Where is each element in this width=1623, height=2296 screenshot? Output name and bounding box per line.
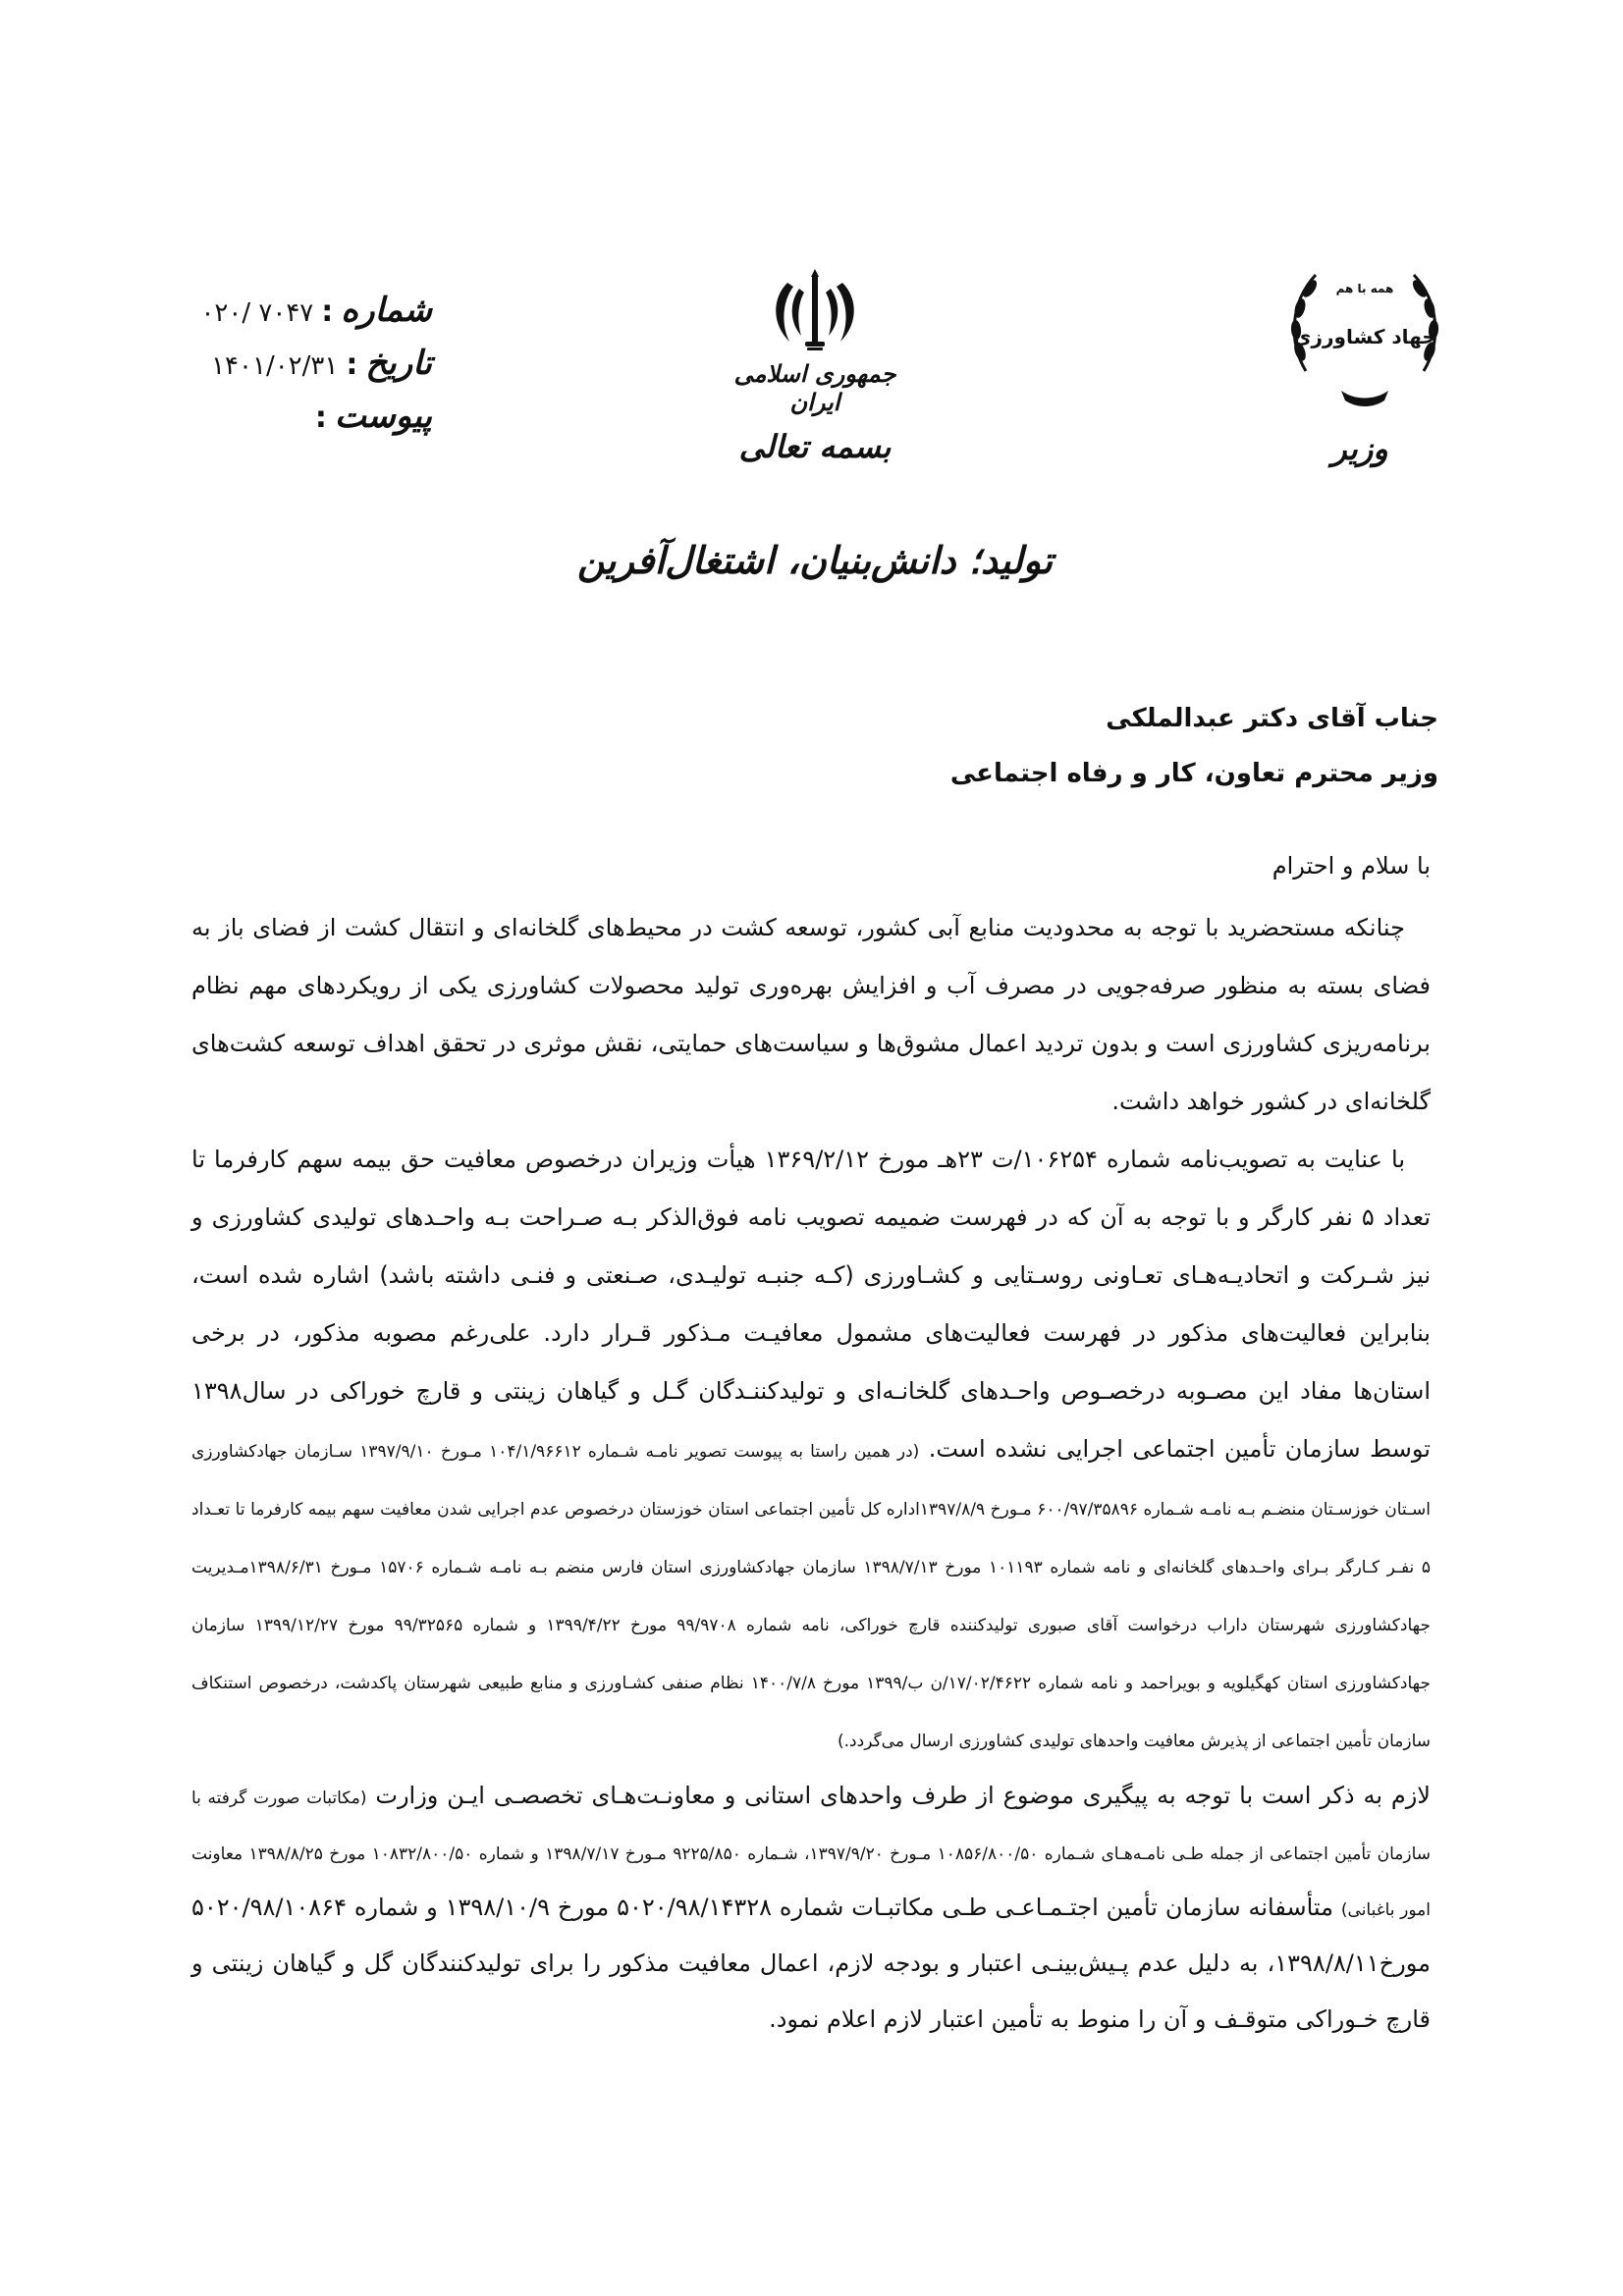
letter-body — [191, 838, 1431, 2048]
paragraph-2-note: (در همین راستا به پیوست تصویر نامـه شـماره ۱۰۴/۱/۹۶۶۱۲ مـورخ ۱۳۹۷/۹/۱۰ سـازمان جهادکشاورزی اسـتان خوزسـتان منضـم بـه نامـه شـماره ۶۰۰/۹۷/۳۵۸۹۶ مـورخ ۱۳۹۷/۸/۹اداره کل تأمین اجتماعی استان خوزستان درخصوص عدم اجرایی شدن معافیت سهم بیمه کارفرما تا تعـداد ۵ نفـر کـارگر بـرای واحـدهای گلخانه‌ای و نامه شماره ۱۰۱۱۹۳ مورخ ۱۳۹۸/۷/۱۳ سازمان جهادکشاورزی استان فارس منضم بـه نامـه شـماره ۱۵۷۰۶ مـورخ ۱۳۹۸/۶/۳۱مـدیریت جهادکشاورزی شهرستان داراب درخواست آقای صبوری تولیدکننده قارچ خوراکی، نامه شماره ۹۹/۹۷۰۸ مورخ ۱۳۹۹/۴/۲۲ و شماره ۹۹/۳۲۵۶۵ مورخ ۱۳۹۹/۱۲/۲۷ سازمان جهادکشاورزی استان کهگیلویه و بویراحمد و نامه شماره ۱۷/۰۲/۴۶۲۲/ن ب/۱۳۹۹ مورخ ۱۴۰۰/۷/۸ نظام صنفی کشـاورزی و منابع طبیعی شهرستان پاکدشت، درخصوص استنکاف سازمان تأمین اجتماعی از پذیرش معافیت واحدهای تولیدی کشاورزی ارسال می‌گردد.) — [191, 1442, 1432, 1751]
date-label: تاریخ — [365, 344, 432, 383]
paragraph-3-note: (مکاتبات صورت گرفته با سازمان تأمین اجتماعی از جمله طـی نامـه‌هـای شـماره ۱۰۸۵۶/۸۰۰/۵۰ مـورخ ۱۳۹۷/۹/۲۰، شـماره ۹۲۲۵/۸۵۰ مـورخ ۱۳۹۸/۷/۱۷ و شماره ۱۰۸۳۲/۸۰۰/۵۰ مورخ ۱۳۹۸/۸/۲۵ معاونت امور باغبانی) — [191, 1789, 1432, 1920]
number-value: ۰۲۰/ ۷۰۴۷ — [200, 298, 314, 328]
bismillah: بسمه تعالی — [738, 428, 892, 465]
iran-emblem — [727, 263, 903, 416]
paragraph-1: چنانکه مستحضرید با توجه به محدودیت منابع آبی کشور، توسعه کشت در محیط‌های گلخانه‌ای و انتقال کشت از فضای باز به فضای بسته به منظور صرفه‌جویی در مصرف آب و افزایش بهره‌وری تولید محصولات کشاورزی یکی از رویکردهای مهم نظام برنامه‌ریزی کشاورزی است و بدون تردید اعمال مشوق‌ها و سیاست‌های حمایتی، نقش موثری در تحقق اهداف توسعه کشت‌های گلخانه‌ای در کشور خواهد داشت. — [191, 914, 1431, 1115]
attachment-row: پیوست : — [314, 397, 432, 436]
ministry-logo-top: همه با هم — [1335, 282, 1394, 295]
paragraph-2 — [191, 1131, 1431, 1768]
date-row: تاریخ : ۱۴۰۱/۰۲/۳۱ — [211, 344, 432, 383]
greeting: با سلام و احترام — [1271, 852, 1431, 880]
paragraph-2-text: با عنایت به تصویب‌نامه شماره ۱۰۶۲۵۴/ت ۲۳هـ مورخ ۱۳۶۹/۲/۱۲ هیأت وزیران درخصوص معافیت حق بیمه سهم کارفرما تا تعداد ۵ نفر کارگر و با توجه به آن که در فهرست ضمیمه تصویب نامه فوق‌الذکر بـه صـراحت بـه واحـدهای تولیدی کشاورزی و نیز شـرکت و اتحادیـه‌هـای تعـاونی روسـتایی و کشـاورزی (کـه جنبـه تولیـدی، صـنعتی و فنـی داشته باشد) اشاره شده است، بنابراین فعالیت‌های مذکور در فهرست فعالیت‌های مشمول معافیـت مـذکور قـرار دارد. علی‌رغم مصوبه مذکور، در برخی استان‌ها مفاد این مصـوبه درخصـوص واحـدهای گلخانـه‌ای و تولیدکننـدگان گـل و گیاهان زینتی و قارچ خوراکی در سال۱۳۹۸ توسط سازمان تأمین اجتماعی اجرایی نشده است. — [191, 1146, 1431, 1463]
addressee — [182, 691, 1438, 801]
ministry-logo-icon — [1286, 253, 1443, 420]
iran-emblem-icon — [768, 263, 862, 357]
ministry-logo-text: جهاد کشاورزی — [1293, 325, 1436, 348]
date-value: ۱۴۰۱/۰۲/۳۱ — [211, 351, 339, 381]
letter-meta — [196, 291, 432, 450]
paragraph-3-rest: متأسفانه سازمان تأمین اجتـمـاعـی طـی مکاتبـات شماره ۵۰۲۰/۹۸/۱۴۳۲۸ مورخ ۱۳۹۸/۱۰/۹ و شماره ۵۰۲۰/۹۸/۱۰۸۶۴ مورخ۱۳۹۸/۸/۱۱، به دلیل عدم پـیش‌بینـی اعتبار و بودجه لازم، اعمال معافیت مذکور را برای تولیدکنندگان گل و گیاهان زینتی و قارچ خـوراکی متوقـف و آن را منوط به تأمین اعتبار لازم اعلام نمود. — [191, 1894, 1431, 2033]
number-label: شماره — [341, 291, 432, 330]
addressee-name: جناب آقای دکتر عبدالملکی — [1106, 704, 1438, 733]
paragraph-3-intro: لازم به ذکر است با توجه به پیگیری موضوع از طرف واحدهای استانی و معاونـت‌هـای تخصصـی ایـن وزارت — [375, 1782, 1431, 1809]
attachment-label: پیوست — [334, 397, 432, 436]
minister-title: وزیر — [1331, 430, 1388, 467]
paragraph-3 — [191, 1768, 1431, 2048]
emblem-caption: جمهوری اسلامی ایران — [733, 359, 896, 416]
slogan: تولید؛ دانش‌بنیان، اشتغال‌آفرین — [576, 538, 1054, 582]
number-row: شماره : ۰۲۰/ ۷۰۴۷ — [200, 291, 432, 330]
addressee-title: وزیر محترم تعاون، کار و رفاه اجتماعی — [949, 759, 1438, 788]
